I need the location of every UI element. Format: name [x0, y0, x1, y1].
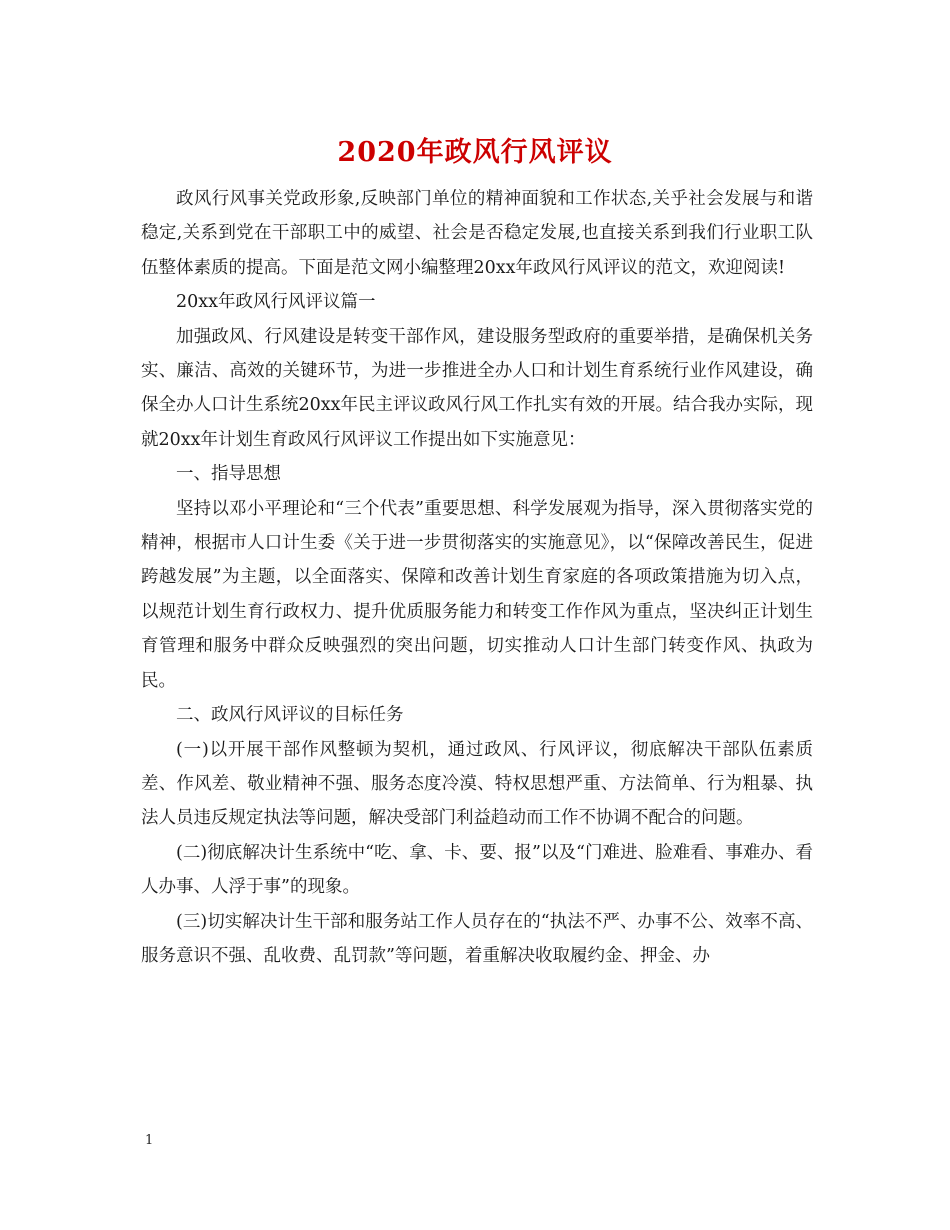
paragraph-goal-1: (一)以开展干部作风整顿为契机，通过政风、行风评议，彻底解决干部队伍素质差、作风差、敬业精神不强、服务态度冷漠、特权思想严重、方法简单、行为粗暴、执法人员违反规定执法等问题，解决受部门利益趋动而工作不协调不配合的问题。: [141, 739, 813, 829]
paragraph-guiding-ideology: 坚持以邓小平理论和“三个代表”重要思想、科学发展观为指导，深入贯彻落实党的精神，根据市人口计生委《关于进一步贯彻落实的实施意见》，以“保障改善民生，促进跨越发展”为主题，以全面落实、保障和改善计划生育家庭的各项政策措施为切入点，以规范计划生育行政权力、提升优质服务能力和转变工作作风为重点，坚决纠正计划生育管理和服务中群众反映强烈的突出问题，切实推动人口计生部门转变作风、执政为民。: [141, 498, 813, 691]
section-heading-guiding-ideology: 一、指导思想: [176, 464, 281, 485]
paragraph-intro: 政风行风事关党政形象,反映部门单位的精神面貌和工作状态,关乎社会发展与和谐稳定,关系到党在干部职工中的威望、社会是否稳定发展,也直接关系到我们行业职工队伍整体素质的提高。下面是范文网小编整理20xx年政风行风评议的范文，欢迎阅读!: [141, 189, 813, 278]
document-title: 2020年政风行风评议: [337, 137, 613, 168]
page-number: 1: [145, 1133, 154, 1148]
section-heading-part-one: 20xx年政风行风评议篇一: [176, 292, 376, 313]
paragraph-goal-2: (二)彻底解决计生系统中“吃、拿、卡、要、报”以及“门难进、脸难看、事难办、看人办事、人浮于事”的现象。: [141, 842, 813, 898]
paragraph-goal-3: (三)切实解决计生干部和服务站工作人员存在的“执法不严、办事不公、效率不高、服务意识不强、乱收费、乱罚款”等问题，着重解决收取履约金、押金、办: [141, 911, 813, 966]
document-body: [141, 182, 813, 973]
paragraph-overview: 加强政风、行风建设是转变干部作风，建设服务型政府的重要举措，是确保机关务实、廉洁、高效的关键环节，为进一步推进全办人口和计划生育系统行业作风建设，确保全办人口计生系统20xx年民主评议政风行风工作扎实有效的开展。结合我办实际，现就20xx年计划生育政风行风评议工作提出如下实施意见：: [141, 326, 814, 450]
section-heading-goals: 二、政风行风评议的目标任务: [176, 705, 404, 726]
